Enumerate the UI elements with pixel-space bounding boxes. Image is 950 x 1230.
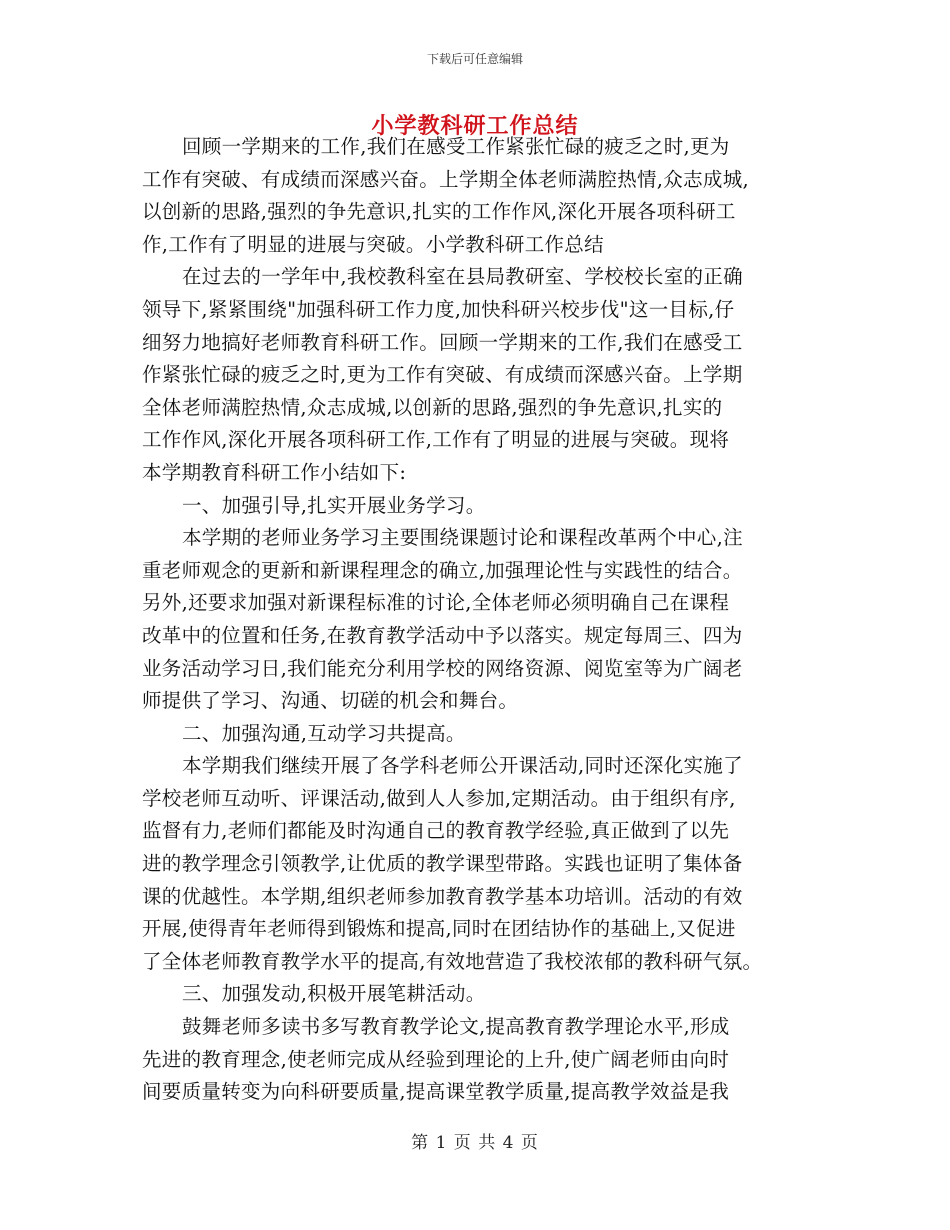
text-line: 间要质量转变为向科研要质量,提高课堂教学质量,提高教学效益是我 [142,1080,730,1104]
paragraph [142,490,807,523]
text-line: 了全体老师教育教学水平的提高,有效地营造了我校浓郁的教科研气氛。 [142,949,763,973]
text-line: 在过去的一学年中,我校教科室在县局教研室、学校校长室的正确 [182,265,743,289]
paragraph [142,718,807,751]
paragraph [142,131,807,261]
text-line: 细努力地搞好老师教育科研工作。回顾一学期来的工作,我们在感受工 [142,330,743,354]
document-title: 小学教科研工作总结 [371,113,579,139]
text-line: 工作有突破、有成绩而深感兴奋。上学期全体老师满腔热情,众志成城, [142,167,749,191]
text-line: 另外,还要求加强对新课程标准的讨论,全体老师必须明确自己在课程 [142,591,730,615]
paragraph [142,522,807,718]
text-line: 本学期的老师业务学习主要围绕课题讨论和课程改革两个中心,注 [182,526,743,550]
text-line: 开展,使得青年老师得到锻炼和提高,同时在团结协作的基础上,又促进 [142,917,736,941]
document-body [142,131,807,1109]
text-line: 鼓舞老师多读书多写教育教学论文,提高教育教学理论水平,形成 [182,1015,730,1039]
text-line: 先进的教育理念,使老师完成从经验到理论的上升,使广阔老师由向时 [142,1047,730,1071]
text-line: 改革中的位置和任务,在教育教学活动中予以落实。规定每周三、四为 [142,623,743,647]
text-line: 重老师观念的更新和新课程理念的确立,加强理论性与实践性的结合。 [142,558,743,582]
text-line: 作紧张忙碌的疲乏之时,更为工作有突破、有成绩而深感兴奋。上学期 [142,363,743,387]
page-footer: 第 1 页 共 4 页 [411,1133,539,1153]
text-line: 三、加强发动,积极开展笔耕活动。 [182,982,486,1006]
text-line: 以创新的思路,强烈的争先意识,扎实的工作作风,深化开展各项科研工 [142,200,736,224]
page-header: 下载后可任意编辑 [426,52,523,66]
text-line: 师提供了学习、沟通、切磋的机会和舞台。 [142,689,519,713]
text-line: 作,工作有了明显的进展与突破。小学教科研工作总结 [142,232,604,256]
text-line: 领导下,紧紧围绕"加强科研工作力度,加快科研兴校步伐"这一目标,仔 [142,297,735,321]
paragraph [142,1011,807,1109]
text-line: 回顾一学期来的工作,我们在感受工作紧张忙碌的疲乏之时,更为 [182,135,730,158]
text-line: 本学期我们继续开展了各学科老师公开课活动,同时还深化实施了 [182,754,743,778]
paragraph [142,750,807,978]
text-line: 进的教学理念引领教学,让优质的教学课型带路。实践也证明了集体备 [142,852,743,876]
text-line: 工作作风,深化开展各项科研工作,工作有了明显的进展与突破。现将 [142,428,730,452]
text-line: 本学期教育科研工作小结如下: [142,460,407,484]
paragraph [142,978,807,1011]
text-line: 学校老师互动听、评课活动,做到人人参加,定期活动。由于组织有序, [142,786,736,810]
paragraph [142,261,807,489]
text-line: 全体老师满腔热情,众志成城,以创新的思路,强烈的争先意识,扎实的 [142,395,723,419]
text-line: 二、加强沟通,互动学习共提高。 [182,721,466,745]
text-line: 监督有力,老师们都能及时沟通自己的教育教学经验,真正做到了以先 [142,819,730,843]
text-line: 业务活动学习日,我们能充分利用学校的网络资源、阅览室等为广阔老 [142,656,743,680]
text-line: 课的优越性。本学期,组织老师参加教育教学基本功培训。活动的有效 [142,884,743,908]
text-line: 一、加强引导,扎实开展业务学习。 [182,493,486,517]
